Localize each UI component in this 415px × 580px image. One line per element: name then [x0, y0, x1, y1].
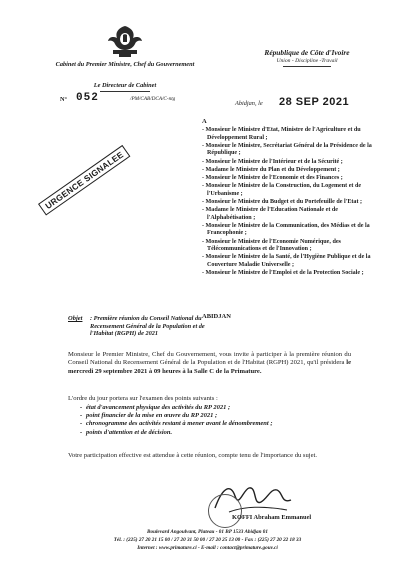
recipient-item: - Madame le Ministre du Plan et du Développement ;	[202, 166, 340, 173]
national-motto: Union - Discipline -Travail	[276, 58, 338, 64]
agenda-item-text: point financier de la mise en œuvre du RP 2021 ;	[86, 412, 218, 420]
director-heading: Le Directeur de Cabinet	[93, 82, 157, 89]
invitation-date-place: le mercredi 29 septembre 2021 à 09 heures à la Salle C de la Primature.	[68, 359, 351, 375]
agenda-intro: L'ordre du jour portera sur l'examen des points suivants :	[68, 395, 218, 402]
agenda-list	[80, 404, 340, 437]
closing-paragraph: Votre participation effective est attendue à cette réunion, compte tenu de l'importance du sujet.	[68, 452, 318, 459]
recipient-item: - Monsieur le Ministre, Secrétariat Général de la Présidence de la République ;	[202, 142, 372, 157]
recipient-list	[202, 127, 382, 278]
recipient-item: - Monsieur le Ministre de l'Economie et des Finances ;	[202, 174, 343, 181]
recipient-item: - Monsieur le Ministre de la Santé, de l'Hygiène Publique et de la Couverture Maladie Universelle ;	[202, 254, 371, 269]
recipient-item: - Monsieur le Ministre de la Construction, du Logement et de l'Urbanisme ;	[202, 183, 362, 197]
urgency-stamp: URGENCE SIGNALEE	[38, 145, 131, 216]
recipient-item: - Monsieur le Ministre du Budget et du Portefeuille de l'Etat ;	[202, 198, 363, 205]
invitation-paragraph	[68, 351, 351, 376]
issuer-heading: Cabinet du Premier Ministre, Chef du Gouvernement	[55, 61, 195, 68]
recipient-item: - Monsieur le Ministre de la Communication, des Médias et de la Francophonie ;	[202, 222, 370, 237]
recipient-item: - Monsieur le Ministre de l'Intérieur et de la Sécurité ;	[202, 158, 343, 165]
official-seal-icon	[208, 494, 242, 528]
subject-text: : Première réunion du Conseil National du Recensement Général de la Population et de l'Habitat (RGPH) de 2021	[90, 315, 205, 338]
director-divider	[100, 91, 150, 92]
coat-of-arms-icon	[104, 24, 146, 58]
agenda-item-text: chronogramme des activités restant à mener avant le dénombrement ;	[86, 420, 273, 428]
list-dash: -	[80, 420, 83, 428]
agenda-item	[80, 404, 340, 412]
recipient-item: - Madame le Ministre de l'Education Nationale et de l'Alphabétisation ;	[202, 207, 338, 221]
recipients-city: ABIDJAN	[202, 313, 231, 320]
place-date-label: Abidjan, le	[235, 100, 263, 107]
list-dash: -	[80, 412, 83, 420]
invitation-text: Monsieur le Premier Ministre, Chef du Gouvernement, vous invite à participer à la première réunion du Conseil National du Recensement Général de la Population et de l'Habitat (RGPH) 2021, qu'il présidera	[68, 351, 351, 367]
date-stamp: 28 SEP 2021	[279, 96, 350, 108]
reference-number: 052	[76, 92, 99, 104]
recipients-prefix: A	[202, 118, 207, 125]
subject-label: Objet	[68, 315, 83, 322]
agenda-item-text: points d'attention et de décision.	[86, 428, 173, 436]
reference-code: /PM/CAB/DCA/C-ntg	[130, 96, 176, 102]
agenda-item-text: état d'avancement physique des activités du RP 2021 ;	[86, 404, 231, 411]
recipient-item: - Monsieur le Ministre de l'Emploi et de la Protection Sociale ;	[202, 270, 364, 277]
reference-label: N°	[60, 96, 68, 103]
recipient-item: - Monsieur le Ministre de l'Economie Numérique, des Télécommunications et de l'Innovation ;	[202, 238, 341, 253]
list-dash: -	[80, 404, 83, 411]
motto-divider	[283, 66, 331, 67]
footer-web: Internet : www.primature.ci - E-mail : contact@primature.gouv.ci	[137, 545, 278, 551]
recipient-item: - Monsieur le Ministre d'Etat, Ministre de l'Agriculture et du Développement Rural ;	[202, 127, 361, 141]
agenda-item	[80, 412, 340, 420]
footer-phones: Tél. : (225) 27 20 21 15 00 / 27 20 31 50 00 / 27 20 25 13 00 - Fax : (225) 27 20 22 18 33	[113, 537, 302, 543]
list-dash: -	[80, 428, 83, 436]
republic-heading: République de Côte d'Ivoire	[264, 48, 350, 57]
agenda-item	[80, 420, 340, 428]
signatory-name: KOFFI Abraham Emmanuel	[232, 514, 312, 521]
agenda-item	[80, 429, 340, 437]
footer-address: Boulevard Angoulvant, Plateau - 01 BP 1533 Abidjan 01	[147, 529, 268, 535]
